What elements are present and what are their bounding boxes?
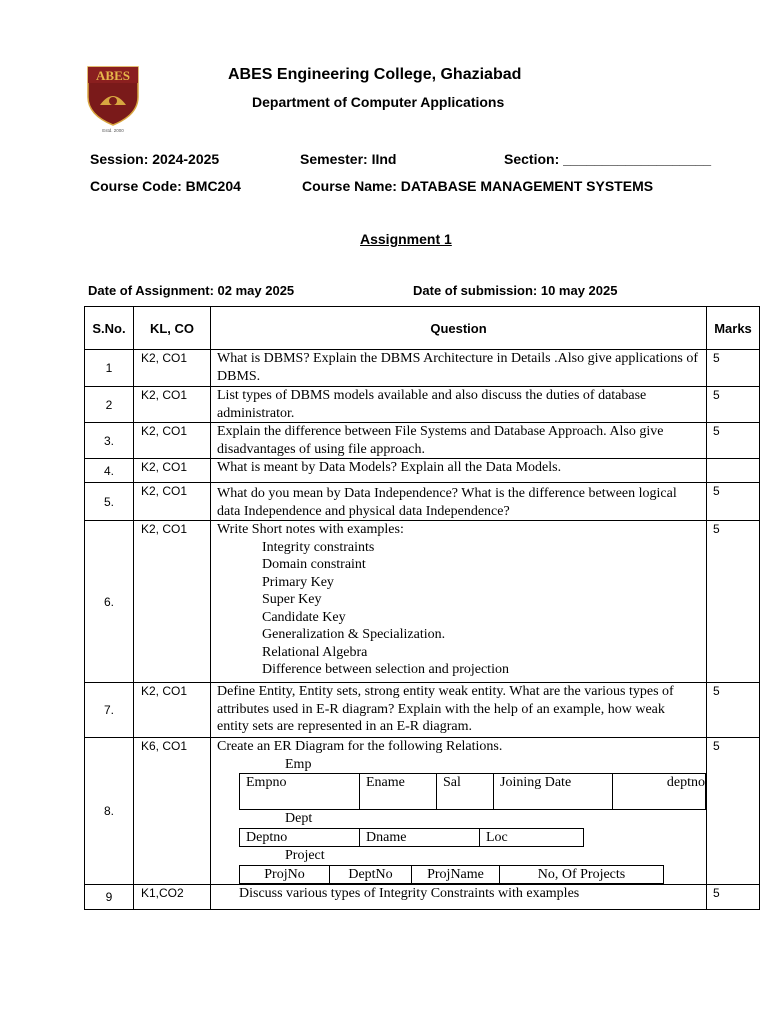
list-item: Relational Algebra [262, 644, 368, 660]
date-of-submission: Date of submission: 10 may 2025 [413, 283, 618, 298]
row-sno: 7. [85, 683, 134, 738]
row-kl-co: K1,CO2 [134, 885, 211, 910]
row-sno: 4. [85, 459, 134, 483]
row-question: Define Entity, Entity sets, strong entity weak entity. What are the various types of attributes used in E-R diagram? Explain with the help of an example, how weak entity sets are represented in an E-R diagram. [211, 683, 707, 738]
relation-column: Ename [360, 774, 437, 810]
row-marks: 5 [707, 423, 760, 459]
relation-table-emp [239, 773, 706, 810]
list-item: Generalization & Specialization. [262, 627, 446, 642]
er-question-text: Create an ER Diagram for the following Relations. [217, 739, 503, 754]
header-question: Question [211, 307, 707, 350]
course-code: Course Code: BMC204 [90, 178, 241, 194]
table-row [85, 423, 760, 459]
relation-name-emp: Emp [285, 756, 312, 772]
row-kl-co: K6, CO1 [134, 738, 211, 885]
logo-est: Estd. 2000 [102, 128, 124, 133]
table-row [85, 350, 760, 387]
header-kl-co: KL, CO [134, 307, 211, 350]
row-question: What is meant by Data Models? Explain all the Data Models. [211, 459, 707, 483]
relation-name-dept: Dept [285, 811, 313, 826]
row-sno: 1 [85, 350, 134, 387]
table-row [85, 483, 760, 521]
relation-column: ProjName [412, 865, 500, 884]
session: Session: 2024-2025 [90, 151, 220, 167]
header-marks: Marks [707, 307, 760, 350]
row-kl-co: K2, CO1 [134, 521, 211, 683]
row-marks: 5 [707, 350, 760, 387]
assignment-title: Assignment 1 [360, 231, 452, 247]
row-sno: 6. [85, 521, 134, 683]
course-name: Course Name: DATABASE MANAGEMENT SYSTEMS [302, 178, 654, 194]
row-question [211, 521, 707, 683]
row-marks: 5 [707, 683, 760, 738]
logo-text: ABES [96, 68, 130, 83]
row-question: What is DBMS? Explain the DBMS Architecture in Details .Also give applications of DBMS. [211, 350, 707, 387]
row-kl-co: K2, CO1 [134, 459, 211, 483]
list-item: Integrity constraints [262, 539, 375, 555]
relation-column: Deptno [240, 828, 360, 847]
row-marks: 5 [707, 885, 760, 910]
relation-table-project [239, 865, 664, 885]
list-item: Primary Key [262, 574, 334, 590]
row-question: List types of DBMS models available and also discuss the duties of database administrator. [211, 387, 707, 423]
row-question: Discuss various types of Integrity Constraints with examples [211, 885, 707, 910]
semester: Semester: IInd [300, 151, 397, 167]
relation-column: ProjNo [240, 865, 330, 884]
relation-column: No, Of Projects [500, 865, 664, 884]
relation-column: DeptNo [330, 865, 412, 884]
list-item: Super Key [262, 592, 322, 607]
row-kl-co: K2, CO1 [134, 423, 211, 459]
list-item: Candidate Key [262, 609, 346, 625]
table-header-row [85, 307, 760, 350]
relation-name-project: Project [285, 848, 325, 863]
relation-column: deptno [613, 774, 706, 810]
row-sno: 3. [85, 423, 134, 459]
date-of-assignment: Date of Assignment: 02 may 2025 [88, 283, 295, 298]
row-question: What do you mean by Data Independence? What is the difference between logical data Independence and physical data Independence? [211, 483, 707, 521]
relation-column: Loc [480, 828, 584, 847]
table-row [85, 683, 760, 738]
row-kl-co: K2, CO1 [134, 387, 211, 423]
row-marks: 5 [707, 483, 760, 521]
college-name: ABES Engineering College, Ghaziabad [228, 66, 522, 83]
table-row [85, 459, 760, 483]
row-sno: 8. [85, 738, 134, 885]
row-kl-co: K2, CO1 [134, 350, 211, 387]
row-sno: 5. [85, 483, 134, 521]
section: Section: ___________________ [504, 151, 712, 167]
table-row [85, 521, 760, 683]
short-notes-intro: Write Short notes with examples: [217, 522, 404, 537]
row-kl-co: K2, CO1 [134, 483, 211, 521]
relation-column: Dname [360, 828, 480, 847]
list-item: Difference between selection and projection [262, 662, 509, 677]
table-row [85, 738, 760, 885]
relation-column: Sal [437, 774, 494, 810]
relation-table-dept [239, 828, 584, 848]
table-row [85, 387, 760, 423]
relation-column: Empno [240, 774, 360, 810]
row-question: Explain the difference between File Systems and Database Approach. Also give disadvantages of using file approach. [211, 423, 707, 459]
questions-table [84, 306, 760, 910]
relation-column: Joining Date [494, 774, 613, 810]
table-row [85, 885, 760, 910]
row-sno: 9 [85, 885, 134, 910]
row-marks: 5 [707, 738, 760, 885]
row-question [211, 738, 707, 885]
row-kl-co: K2, CO1 [134, 683, 211, 738]
row-marks: 5 [707, 521, 760, 683]
department-name: Department of Computer Applications [252, 94, 505, 110]
header-sno: S.No. [85, 307, 134, 350]
college-logo [86, 65, 140, 133]
row-sno: 2 [85, 387, 134, 423]
row-marks [707, 459, 760, 483]
list-item: Domain constraint [262, 557, 366, 572]
row-marks: 5 [707, 387, 760, 423]
